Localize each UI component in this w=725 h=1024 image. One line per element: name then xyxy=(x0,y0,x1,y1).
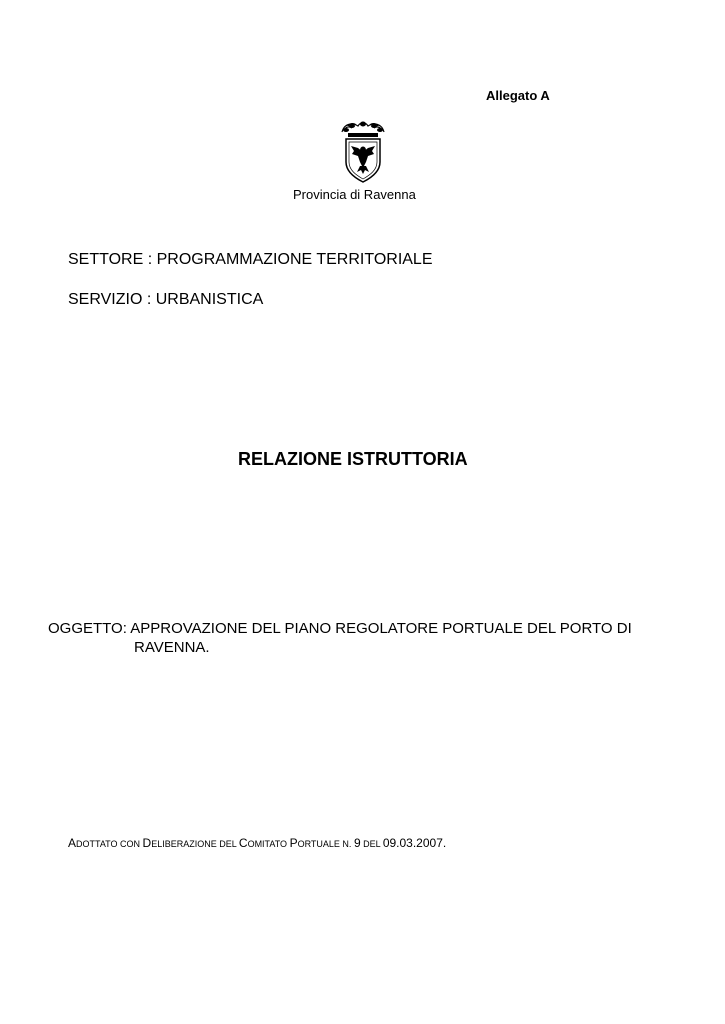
adoption-date: 09.03.2007. xyxy=(382,836,447,850)
subject-line-1: OGGETTO: APPROVAZIONE DEL PIANO REGOLATORE PORTUALE DEL PORTO DI xyxy=(48,620,632,637)
subject-line-2: RAVENNA. xyxy=(134,639,210,656)
annex-label: Allegato A xyxy=(486,88,550,103)
adoption-text-1: DOTTATO CON xyxy=(76,839,143,849)
adoption-note xyxy=(68,836,446,850)
adoption-text-3: OMITATO xyxy=(247,839,290,849)
adoption-text-4: ORTUALE N. xyxy=(297,839,354,849)
service-line: SERVIZIO : URBANISTICA xyxy=(68,291,264,308)
sector-line: SETTORE : PROGRAMMAZIONE TERRITORIALE xyxy=(68,251,433,268)
adoption-cap-p: P xyxy=(289,836,298,850)
coat-of-arms-icon xyxy=(336,118,390,184)
institution-name: Provincia di Ravenna xyxy=(293,187,416,202)
adoption-text-5: DEL xyxy=(360,839,383,849)
adoption-cap-c: C xyxy=(238,836,248,850)
adoption-cap-a: A xyxy=(68,836,77,850)
subject-block xyxy=(48,619,632,657)
adoption-number: 9 xyxy=(353,836,361,850)
document-title: RELAZIONE ISTRUTTORIA xyxy=(238,449,468,469)
adoption-cap-d: D xyxy=(142,836,152,850)
adoption-text-2: ELIBERAZIONE DEL xyxy=(151,839,239,849)
